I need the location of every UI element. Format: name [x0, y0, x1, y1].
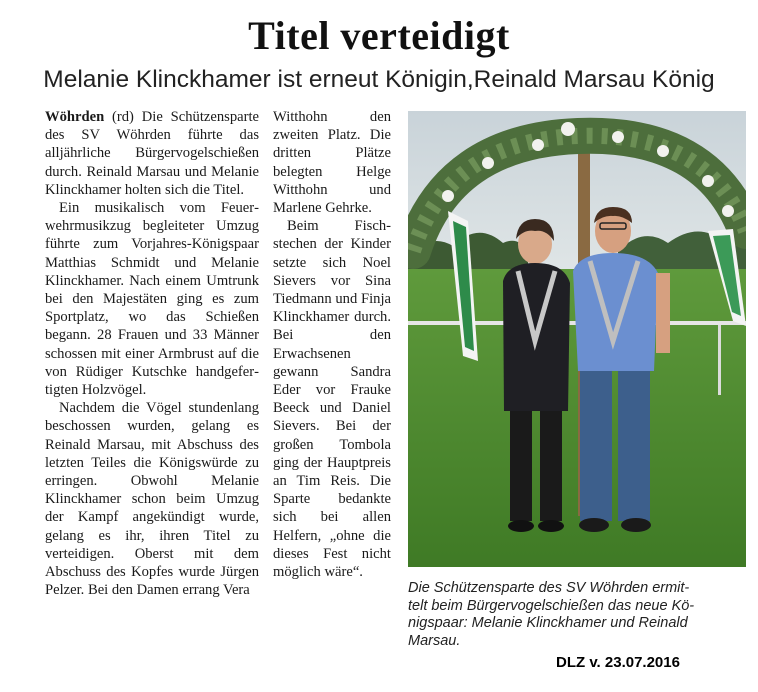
headline: Titel verteidigt	[248, 13, 510, 58]
source-note: DLZ v. 23.07.2016	[556, 654, 680, 671]
dateline: Wöhrden	[45, 109, 105, 125]
paragraph-1	[45, 108, 259, 199]
paragraph-1-text: (rd) Die Schützensparte des SV Wöhrden führte das alljährliche Bürgervogelschießen durch. Reinald Marsau und Melanie Klinckhamer holten sich die Titel.	[45, 109, 259, 198]
subheadline: Melanie Klinckhamer ist erneut Königin,Reinald Marsau König	[43, 66, 715, 93]
paragraph-4: Witthohn den zweiten Platz. Die dritten Plätze belegten Helge Witthohn und Marlene Gehrke.	[273, 109, 391, 217]
paragraph-2: Ein musikalisch vom Feuerwehrmusikzug begleiteter Umzug führte zum Vorjahres-Königspaar Matthias Schmidt und Melanie Klinckhamer. Nach einem Umtrunk bei den Majestäten ging es zum Sportplatz, wo das Schießen begann. 28 Frauen und 33 Männer schossen mit einer Armbrust auf die von Rüdiger Kutschke handgefertigten Holzvögel.	[45, 200, 259, 399]
paragraph-5: Beim Fischstechen der Kinder setzte sich Noel Sievers vor Sina Tiedmann und Finja Klinckhamer durch. Bei den Erwachsenen gewann Sandra Eder vor Frauke Beeck und Daniel Sievers. Bei der großen Tombola ging der Hauptpreis an Tim Reis. Die Sparte bedankte sich bei allen Helfern, „ohne die dieses Fest nicht möglich wäre“.	[273, 218, 391, 581]
photo-king-and-queen-under-arch-icon	[408, 111, 746, 567]
article-column-1	[45, 108, 259, 599]
photo-caption	[408, 580, 753, 650]
caption-line-3: nigspaar: Melanie Klinckhamer und Reinald	[408, 615, 688, 631]
paragraph-3: Nachdem die Vögel stundenlang beschossen wurden, gelang es Reinald Marsau, mit Abschuss des letzten Teiles die Königswürde zu erringen. Obwohl Melanie Klinckhamer schon beim Umzug der Kampf angekündigt wurde, gelang es ihr, ihren Titel zu verteidigen. Oberst mit dem Abschuss des Kopfes wurde Jürgen Pelzer. Bei den Damen errang Vera	[45, 400, 259, 599]
caption-line-4: Marsau.	[408, 632, 461, 649]
article-photo	[408, 111, 746, 567]
article-column-2	[273, 108, 391, 581]
caption-line-1: Die Schützensparte des SV Wöhrden ermit-	[408, 580, 690, 596]
caption-line-2: telt beim Bürgervogelschießen das neue Kö-	[408, 597, 695, 614]
